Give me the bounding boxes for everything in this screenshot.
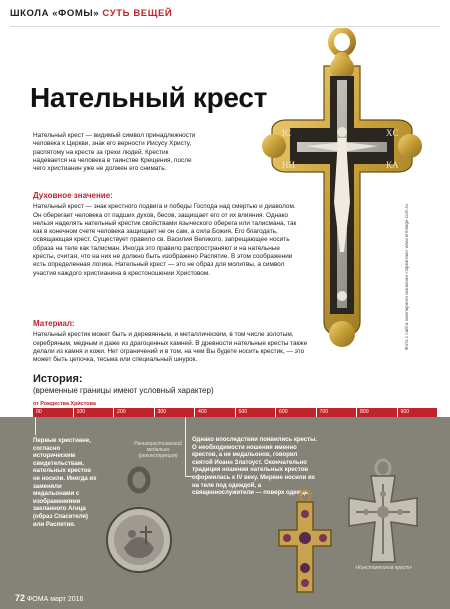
magazine-name: ФОМА [26, 596, 49, 603]
timeline-tick: 700 [317, 408, 358, 417]
header-section: ШКОЛА «ФОМЫ» [10, 8, 100, 19]
timeline-tick: 300 [155, 408, 196, 417]
timeline-tick: 500 [236, 408, 277, 417]
spiritual-text: Нательный крест — знак крестного подвига и победы Господа над смертью и диаволом. Он оберегает человека от падших духов, бесов, защищает его от их влияния. Однако нельзя наделять нательный крестик свойствами языческого оберега или талисмана, так как в конечном счете человека защищает не он сам, а сила Божия, Его благодать, освящающая крест. Существует правило св. Василия Великого, запрещающее носить образа на теле как талисман. Иногда это правило распространяют и на нательные кресты, считая, что на них не должно быть изображено Распятие. В этом соображении есть определенная логика. Нательный крест — это не образ для молитвы, а символ участия каждого христианина в крестоношении Христовом. [33, 203, 297, 277]
photo-credit [404, 204, 412, 350]
timeline-era-label: от Рождества Христова [33, 401, 96, 407]
timeline-scale [33, 408, 438, 417]
material-text: Нательный крестик может быть и деревянным, и металлическим, в том числе золотым, серебряным, медным и даже из драгоценных камней. В древности нательные кресты также делали из камня и кожи. Нет ограничений и в том, на чем Вы будете носить крестик, — это может быть цепочка, тесьма или специальный шнурок. [33, 331, 308, 364]
enamel-cross-image [278, 488, 333, 596]
timeline-tick: 400 [195, 408, 236, 417]
constantine-cross-caption: «Константинов крест» [355, 565, 413, 571]
medallion-image [104, 460, 174, 585]
timeline-tick: 600 [276, 408, 317, 417]
history-early-text: Первые христиане, согласно историческим свидетельствам, нательных крестов не носили. Иногда их заменяли медальонами с изображениями закланного Агнца (образ Спасителя) или Распятия. [33, 438, 97, 528]
intro-text: Нательный крест — видимый символ принадлежности человека к Церкви, знак его верности Иисусу Христу, распятому на кресте за грехи людей. Крестик надевается на человека в таинстве Крещения, после чего христианин уже не должен его снимать. [33, 132, 196, 173]
material-heading: Материал: [33, 319, 75, 328]
timeline-tick: 100 [74, 408, 115, 417]
timeline-tick: 200 [114, 408, 155, 417]
header-rule [10, 26, 440, 27]
page-footer [15, 593, 83, 603]
cross-text-ka: КА [386, 160, 399, 170]
cross-text-ni: НИ [282, 160, 295, 170]
intro-paragraph [33, 132, 198, 177]
page-number: 72 [15, 593, 26, 603]
history-later-text: Однако впоследствии появились кресты. О необходимости ношения именно крестов, а не медальонов, говорил святой Иоанн Златоуст. Окончательно традиция ношения нательных крестов оформилась к IV веку. Миряне носили их на теле под одеждой, а священнослужители — поверх одежды. [192, 437, 317, 497]
cross-text-xc: XC [386, 128, 399, 138]
constantine-cross-image [338, 458, 428, 568]
issue-date: март 2016 [50, 596, 84, 603]
medallion-caption: Раннехристианский медальон (реконструкция) [134, 441, 182, 459]
timeline-marker-line [35, 417, 36, 435]
history-subtitle: (временные границы имеют условный характер) [33, 386, 214, 395]
cross-text-ic: IC [282, 128, 291, 138]
header-subsection: СУТЬ ВЕЩЕЙ [102, 8, 173, 19]
history-title: История: [33, 373, 83, 385]
photo-credit-text: Фото с сайта ювелирного магазина «Эрмитаж» www.ermitage.com.ru [404, 204, 409, 350]
timeline-tick: 00 [33, 408, 74, 417]
page-title: Нательный крест [30, 82, 268, 113]
timeline-tick: 900 [398, 408, 439, 417]
spiritual-heading: Духовное значение: [33, 191, 113, 200]
timeline-tick: 800 [357, 408, 398, 417]
pectoral-cross-image [262, 28, 422, 356]
running-header [10, 8, 172, 19]
